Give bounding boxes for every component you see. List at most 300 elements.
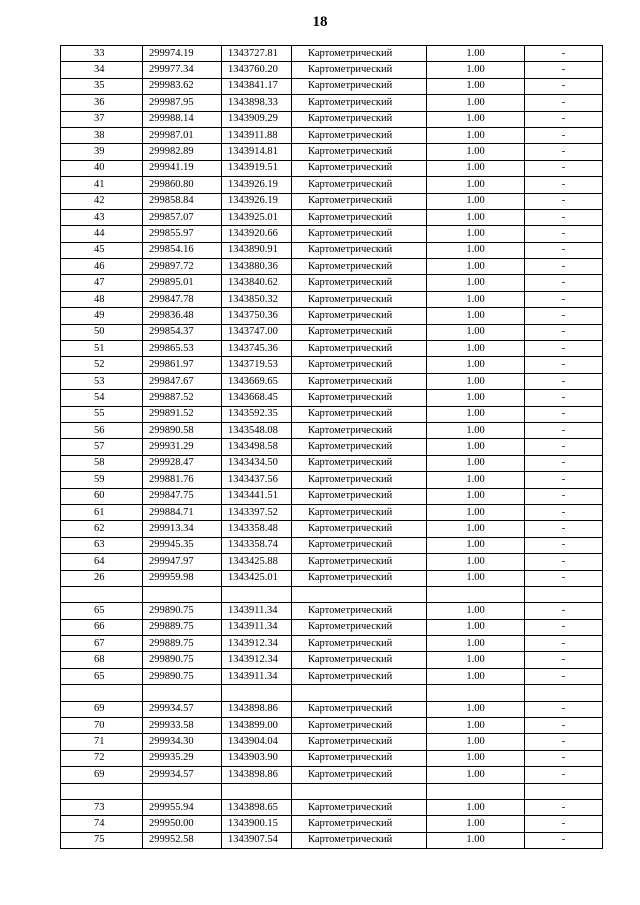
table-row <box>61 619 603 635</box>
point-number-cell: 66 <box>61 619 143 635</box>
accuracy-cell: 1.00 <box>427 636 525 652</box>
method-cell: Картометрический <box>292 439 427 455</box>
point-number-cell: 46 <box>61 259 143 275</box>
description-cell: - <box>525 554 603 570</box>
x-coordinate-cell <box>143 685 222 701</box>
description-cell: - <box>525 439 603 455</box>
description-cell: - <box>525 62 603 78</box>
table-row <box>61 46 603 62</box>
table-row <box>61 488 603 504</box>
description-cell: - <box>525 390 603 406</box>
y-coordinate-cell: 1343926.19 <box>222 193 292 209</box>
point-number-cell: 55 <box>61 406 143 422</box>
point-number-cell <box>61 685 143 701</box>
description-cell: - <box>525 209 603 225</box>
description-cell: - <box>525 455 603 471</box>
y-coordinate-cell: 1343911.88 <box>222 127 292 143</box>
point-number-cell: 75 <box>61 832 143 848</box>
point-number-cell: 49 <box>61 308 143 324</box>
point-number-cell: 67 <box>61 636 143 652</box>
accuracy-cell: 1.00 <box>427 603 525 619</box>
method-cell: Картометрический <box>292 799 427 815</box>
point-number-cell: 57 <box>61 439 143 455</box>
table-row <box>61 308 603 324</box>
description-cell: - <box>525 734 603 750</box>
method-cell: Картометрический <box>292 832 427 848</box>
method-cell: Картометрический <box>292 537 427 553</box>
point-number-cell: 50 <box>61 324 143 340</box>
accuracy-cell: 1.00 <box>427 570 525 586</box>
description-cell <box>525 783 603 799</box>
y-coordinate-cell: 1343668.45 <box>222 390 292 406</box>
description-cell: - <box>525 406 603 422</box>
table-row <box>61 668 603 684</box>
table-row <box>61 652 603 668</box>
y-coordinate-cell: 1343919.51 <box>222 160 292 176</box>
description-cell: - <box>525 341 603 357</box>
x-coordinate-cell: 299836.48 <box>143 308 222 324</box>
description-cell <box>525 586 603 602</box>
accuracy-cell: 1.00 <box>427 226 525 242</box>
point-number-cell <box>61 586 143 602</box>
accuracy-cell: 1.00 <box>427 144 525 160</box>
description-cell: - <box>525 570 603 586</box>
table-row <box>61 324 603 340</box>
table-row <box>61 537 603 553</box>
description-cell: - <box>525 160 603 176</box>
point-number-cell: 45 <box>61 242 143 258</box>
x-coordinate-cell: 299950.00 <box>143 816 222 832</box>
x-coordinate-cell: 299945.35 <box>143 537 222 553</box>
y-coordinate-cell: 1343912.34 <box>222 636 292 652</box>
accuracy-cell: 1.00 <box>427 78 525 94</box>
x-coordinate-cell: 299934.30 <box>143 734 222 750</box>
table-row <box>61 275 603 291</box>
y-coordinate-cell: 1343890.91 <box>222 242 292 258</box>
x-coordinate-cell: 299854.37 <box>143 324 222 340</box>
description-cell: - <box>525 308 603 324</box>
accuracy-cell: 1.00 <box>427 750 525 766</box>
y-coordinate-cell: 1343911.34 <box>222 619 292 635</box>
x-coordinate-cell: 299855.97 <box>143 226 222 242</box>
x-coordinate-cell: 299847.75 <box>143 488 222 504</box>
description-cell: - <box>525 636 603 652</box>
accuracy-cell: 1.00 <box>427 177 525 193</box>
point-number-cell: 34 <box>61 62 143 78</box>
y-coordinate-cell: 1343441.51 <box>222 488 292 504</box>
y-coordinate-cell: 1343727.81 <box>222 46 292 62</box>
point-number-cell: 52 <box>61 357 143 373</box>
y-coordinate-cell: 1343669.65 <box>222 373 292 389</box>
method-cell: Картометрический <box>292 291 427 307</box>
method-cell: Картометрический <box>292 718 427 734</box>
accuracy-cell: 1.00 <box>427 209 525 225</box>
y-coordinate-cell <box>222 783 292 799</box>
point-number-cell: 35 <box>61 78 143 94</box>
y-coordinate-cell <box>222 685 292 701</box>
accuracy-cell: 1.00 <box>427 46 525 62</box>
y-coordinate-cell: 1343358.48 <box>222 521 292 537</box>
table-row <box>61 832 603 848</box>
x-coordinate-cell: 299861.97 <box>143 357 222 373</box>
point-number-cell: 69 <box>61 767 143 783</box>
method-cell: Картометрический <box>292 209 427 225</box>
table-row <box>61 144 603 160</box>
method-cell: Картометрический <box>292 521 427 537</box>
description-cell: - <box>525 357 603 373</box>
table-row <box>61 603 603 619</box>
point-number-cell: 54 <box>61 390 143 406</box>
y-coordinate-cell: 1343907.54 <box>222 832 292 848</box>
table-row <box>61 111 603 127</box>
method-cell: Картометрический <box>292 226 427 242</box>
method-cell: Картометрический <box>292 504 427 520</box>
description-cell: - <box>525 603 603 619</box>
table-row <box>61 718 603 734</box>
x-coordinate-cell: 299952.58 <box>143 832 222 848</box>
accuracy-cell: 1.00 <box>427 242 525 258</box>
table-row <box>61 193 603 209</box>
accuracy-cell <box>427 586 525 602</box>
description-cell: - <box>525 242 603 258</box>
table-separator-row <box>61 783 603 799</box>
point-number-cell: 62 <box>61 521 143 537</box>
y-coordinate-cell: 1343548.08 <box>222 422 292 438</box>
point-number-cell: 61 <box>61 504 143 520</box>
x-coordinate-cell: 299934.57 <box>143 767 222 783</box>
description-cell <box>525 685 603 701</box>
accuracy-cell: 1.00 <box>427 62 525 78</box>
description-cell: - <box>525 652 603 668</box>
x-coordinate-cell: 299865.53 <box>143 341 222 357</box>
x-coordinate-cell: 299988.14 <box>143 111 222 127</box>
table-row <box>61 570 603 586</box>
description-cell: - <box>525 95 603 111</box>
table-row <box>61 554 603 570</box>
description-cell: - <box>525 472 603 488</box>
table-row <box>61 242 603 258</box>
accuracy-cell: 1.00 <box>427 95 525 111</box>
table-row <box>61 734 603 750</box>
x-coordinate-cell: 299982.89 <box>143 144 222 160</box>
y-coordinate-cell: 1343903.90 <box>222 750 292 766</box>
point-number-cell: 70 <box>61 718 143 734</box>
x-coordinate-cell: 299959.98 <box>143 570 222 586</box>
point-number-cell: 63 <box>61 537 143 553</box>
method-cell: Картометрический <box>292 652 427 668</box>
accuracy-cell: 1.00 <box>427 504 525 520</box>
x-coordinate-cell: 299983.62 <box>143 78 222 94</box>
table-row <box>61 160 603 176</box>
table-row <box>61 750 603 766</box>
accuracy-cell: 1.00 <box>427 767 525 783</box>
point-number-cell: 41 <box>61 177 143 193</box>
x-coordinate-cell: 299889.75 <box>143 636 222 652</box>
table-row <box>61 406 603 422</box>
point-number-cell: 65 <box>61 668 143 684</box>
y-coordinate-cell: 1343909.29 <box>222 111 292 127</box>
accuracy-cell: 1.00 <box>427 799 525 815</box>
description-cell: - <box>525 750 603 766</box>
accuracy-cell: 1.00 <box>427 554 525 570</box>
y-coordinate-cell: 1343425.88 <box>222 554 292 570</box>
y-coordinate-cell: 1343434.50 <box>222 455 292 471</box>
method-cell: Картометрический <box>292 554 427 570</box>
y-coordinate-cell: 1343911.34 <box>222 668 292 684</box>
point-number-cell: 47 <box>61 275 143 291</box>
y-coordinate-cell: 1343912.34 <box>222 652 292 668</box>
accuracy-cell: 1.00 <box>427 111 525 127</box>
point-number-cell: 38 <box>61 127 143 143</box>
table-row <box>61 259 603 275</box>
description-cell: - <box>525 127 603 143</box>
y-coordinate-cell: 1343898.86 <box>222 767 292 783</box>
table-row <box>61 439 603 455</box>
coordinates-table <box>60 45 603 849</box>
y-coordinate-cell <box>222 586 292 602</box>
method-cell: Картометрический <box>292 144 427 160</box>
accuracy-cell: 1.00 <box>427 439 525 455</box>
x-coordinate-cell: 299955.94 <box>143 799 222 815</box>
x-coordinate-cell: 299858.84 <box>143 193 222 209</box>
description-cell: - <box>525 291 603 307</box>
method-cell <box>292 685 427 701</box>
method-cell: Картометрический <box>292 357 427 373</box>
y-coordinate-cell: 1343911.34 <box>222 603 292 619</box>
y-coordinate-cell: 1343920.66 <box>222 226 292 242</box>
accuracy-cell <box>427 685 525 701</box>
y-coordinate-cell: 1343898.86 <box>222 701 292 717</box>
table-row <box>61 127 603 143</box>
y-coordinate-cell: 1343899.00 <box>222 718 292 734</box>
method-cell: Картометрический <box>292 62 427 78</box>
point-number-cell: 53 <box>61 373 143 389</box>
x-coordinate-cell: 299890.75 <box>143 668 222 684</box>
table-row <box>61 636 603 652</box>
coordinates-table-body <box>61 46 603 849</box>
point-number-cell: 44 <box>61 226 143 242</box>
method-cell: Картометрический <box>292 619 427 635</box>
y-coordinate-cell: 1343840.62 <box>222 275 292 291</box>
accuracy-cell: 1.00 <box>427 160 525 176</box>
description-cell: - <box>525 488 603 504</box>
y-coordinate-cell: 1343898.65 <box>222 799 292 815</box>
point-number-cell: 68 <box>61 652 143 668</box>
accuracy-cell: 1.00 <box>427 127 525 143</box>
table-row <box>61 341 603 357</box>
method-cell: Картометрический <box>292 488 427 504</box>
method-cell: Картометрический <box>292 750 427 766</box>
accuracy-cell: 1.00 <box>427 701 525 717</box>
description-cell: - <box>525 144 603 160</box>
y-coordinate-cell: 1343358.74 <box>222 537 292 553</box>
method-cell: Картометрический <box>292 636 427 652</box>
table-row <box>61 799 603 815</box>
point-number-cell: 69 <box>61 701 143 717</box>
x-coordinate-cell: 299857.07 <box>143 209 222 225</box>
y-coordinate-cell: 1343750.36 <box>222 308 292 324</box>
method-cell: Картометрический <box>292 308 427 324</box>
table-row <box>61 521 603 537</box>
description-cell: - <box>525 46 603 62</box>
method-cell: Картометрический <box>292 341 427 357</box>
accuracy-cell: 1.00 <box>427 422 525 438</box>
accuracy-cell: 1.00 <box>427 406 525 422</box>
point-number-cell: 42 <box>61 193 143 209</box>
y-coordinate-cell: 1343926.19 <box>222 177 292 193</box>
point-number-cell: 39 <box>61 144 143 160</box>
x-coordinate-cell: 299881.76 <box>143 472 222 488</box>
method-cell: Картометрический <box>292 78 427 94</box>
table-row <box>61 767 603 783</box>
method-cell: Картометрический <box>292 701 427 717</box>
y-coordinate-cell: 1343841.17 <box>222 78 292 94</box>
table-row <box>61 422 603 438</box>
method-cell: Картометрический <box>292 603 427 619</box>
accuracy-cell: 1.00 <box>427 734 525 750</box>
description-cell: - <box>525 259 603 275</box>
y-coordinate-cell: 1343850.32 <box>222 291 292 307</box>
method-cell: Картометрический <box>292 160 427 176</box>
method-cell: Картометрический <box>292 767 427 783</box>
description-cell: - <box>525 504 603 520</box>
y-coordinate-cell: 1343745.36 <box>222 341 292 357</box>
point-number-cell <box>61 783 143 799</box>
description-cell: - <box>525 799 603 815</box>
y-coordinate-cell: 1343914.81 <box>222 144 292 160</box>
accuracy-cell: 1.00 <box>427 718 525 734</box>
method-cell: Картометрический <box>292 177 427 193</box>
description-cell: - <box>525 701 603 717</box>
accuracy-cell: 1.00 <box>427 357 525 373</box>
point-number-cell: 51 <box>61 341 143 357</box>
accuracy-cell: 1.00 <box>427 668 525 684</box>
table-row <box>61 226 603 242</box>
table-row <box>61 504 603 520</box>
y-coordinate-cell: 1343747.00 <box>222 324 292 340</box>
x-coordinate-cell: 299889.75 <box>143 619 222 635</box>
point-number-cell: 43 <box>61 209 143 225</box>
accuracy-cell: 1.00 <box>427 619 525 635</box>
table-row <box>61 816 603 832</box>
method-cell: Картометрический <box>292 95 427 111</box>
x-coordinate-cell: 299947.97 <box>143 554 222 570</box>
table-row <box>61 62 603 78</box>
point-number-cell: 58 <box>61 455 143 471</box>
method-cell: Картометрический <box>292 127 427 143</box>
method-cell: Картометрический <box>292 373 427 389</box>
x-coordinate-cell: 299987.01 <box>143 127 222 143</box>
table-row <box>61 209 603 225</box>
table-row <box>61 177 603 193</box>
method-cell: Картометрический <box>292 275 427 291</box>
x-coordinate-cell <box>143 783 222 799</box>
x-coordinate-cell: 299847.78 <box>143 291 222 307</box>
y-coordinate-cell: 1343592.35 <box>222 406 292 422</box>
y-coordinate-cell: 1343397.52 <box>222 504 292 520</box>
page-number: 18 <box>312 14 328 30</box>
table-row <box>61 701 603 717</box>
point-number-cell: 60 <box>61 488 143 504</box>
x-coordinate-cell: 299854.16 <box>143 242 222 258</box>
x-coordinate-cell: 299935.29 <box>143 750 222 766</box>
y-coordinate-cell: 1343880.36 <box>222 259 292 275</box>
method-cell: Картометрический <box>292 193 427 209</box>
x-coordinate-cell: 299987.95 <box>143 95 222 111</box>
description-cell: - <box>525 537 603 553</box>
point-number-cell: 40 <box>61 160 143 176</box>
method-cell: Картометрический <box>292 455 427 471</box>
accuracy-cell <box>427 783 525 799</box>
x-coordinate-cell: 299890.58 <box>143 422 222 438</box>
description-cell: - <box>525 78 603 94</box>
accuracy-cell: 1.00 <box>427 521 525 537</box>
method-cell: Картометрический <box>292 390 427 406</box>
x-coordinate-cell: 299887.52 <box>143 390 222 406</box>
accuracy-cell: 1.00 <box>427 291 525 307</box>
x-coordinate-cell: 299847.67 <box>143 373 222 389</box>
point-number-cell: 73 <box>61 799 143 815</box>
accuracy-cell: 1.00 <box>427 324 525 340</box>
x-coordinate-cell: 299890.75 <box>143 652 222 668</box>
description-cell: - <box>525 226 603 242</box>
method-cell: Картометрический <box>292 242 427 258</box>
x-coordinate-cell: 299895.01 <box>143 275 222 291</box>
table-separator-row <box>61 685 603 701</box>
accuracy-cell: 1.00 <box>427 488 525 504</box>
accuracy-cell: 1.00 <box>427 308 525 324</box>
x-coordinate-cell: 299891.52 <box>143 406 222 422</box>
accuracy-cell: 1.00 <box>427 341 525 357</box>
method-cell: Картометрический <box>292 570 427 586</box>
x-coordinate-cell <box>143 586 222 602</box>
accuracy-cell: 1.00 <box>427 193 525 209</box>
accuracy-cell: 1.00 <box>427 259 525 275</box>
table-row <box>61 357 603 373</box>
method-cell: Картометрический <box>292 46 427 62</box>
method-cell: Картометрический <box>292 816 427 832</box>
method-cell <box>292 586 427 602</box>
table-separator-row <box>61 586 603 602</box>
description-cell: - <box>525 816 603 832</box>
description-cell: - <box>525 668 603 684</box>
description-cell: - <box>525 373 603 389</box>
table-row <box>61 291 603 307</box>
accuracy-cell: 1.00 <box>427 373 525 389</box>
table-row <box>61 455 603 471</box>
accuracy-cell: 1.00 <box>427 537 525 553</box>
x-coordinate-cell: 299931.29 <box>143 439 222 455</box>
point-number-cell: 56 <box>61 422 143 438</box>
y-coordinate-cell: 1343925.01 <box>222 209 292 225</box>
accuracy-cell: 1.00 <box>427 832 525 848</box>
accuracy-cell: 1.00 <box>427 390 525 406</box>
description-cell: - <box>525 718 603 734</box>
point-number-cell: 36 <box>61 95 143 111</box>
y-coordinate-cell: 1343904.04 <box>222 734 292 750</box>
accuracy-cell: 1.00 <box>427 816 525 832</box>
table-row <box>61 95 603 111</box>
y-coordinate-cell: 1343760.20 <box>222 62 292 78</box>
x-coordinate-cell: 299934.57 <box>143 701 222 717</box>
accuracy-cell: 1.00 <box>427 455 525 471</box>
point-number-cell: 65 <box>61 603 143 619</box>
y-coordinate-cell: 1343437.56 <box>222 472 292 488</box>
description-cell: - <box>525 275 603 291</box>
y-coordinate-cell: 1343898.33 <box>222 95 292 111</box>
x-coordinate-cell: 299890.75 <box>143 603 222 619</box>
description-cell: - <box>525 177 603 193</box>
